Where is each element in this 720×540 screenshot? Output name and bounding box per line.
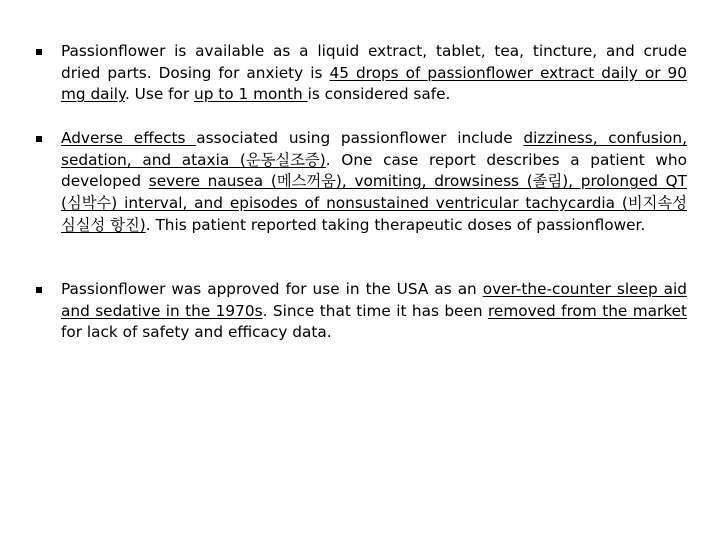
text-segment-duration: up to 1 month xyxy=(194,85,308,104)
square-bullet-icon xyxy=(36,136,42,142)
text-segment: . This patient reported taking therapeutic doses of passionflower. xyxy=(145,215,646,234)
square-bullet-icon xyxy=(36,287,42,293)
text-segment-symptoms: dizziness, confusion, sedation, and ataxia (운동실조증) xyxy=(61,129,687,169)
bullet-approval-history xyxy=(61,279,687,344)
text-segment-case-report: severe nausea (메스꺼움), vomiting, drowsiness (졸림), prolonged QT (심박수) interval, and episodes of nonsustained ventricular tachycardia (비지속성 심실성 항진) xyxy=(61,172,687,234)
text-segment: Passionflower was approved for use in the USA as an xyxy=(61,280,483,298)
text-segment-otc: over-the-counter sleep aid and sedative in the 1970s xyxy=(61,280,687,320)
text-segment-adverse-effects: Adverse effects xyxy=(61,129,197,147)
text-segment: for lack of safety and efficacy data. xyxy=(61,323,332,342)
text-segment: . Use for xyxy=(124,85,194,104)
text-segment-dosing: 45 drops of passionflower extract daily or 90 mg daily xyxy=(61,63,687,104)
bullet-availability xyxy=(61,41,687,106)
square-bullet-icon xyxy=(36,49,42,55)
text-segment: is considered safe. xyxy=(307,85,451,104)
text-segment: Passionflower is available as a liquid extract, tablet, tea, tincture, and crude dried parts. Dosing for anxiety is xyxy=(61,42,687,82)
text-segment: . Since that time it has been xyxy=(262,301,488,320)
text-segment-removed: removed from the market xyxy=(487,301,688,320)
text-segment: . One case report describes a patient who developed xyxy=(61,150,687,191)
text-segment: associated using passionflower include xyxy=(196,129,524,147)
bullet-adverse-effects xyxy=(61,128,687,237)
